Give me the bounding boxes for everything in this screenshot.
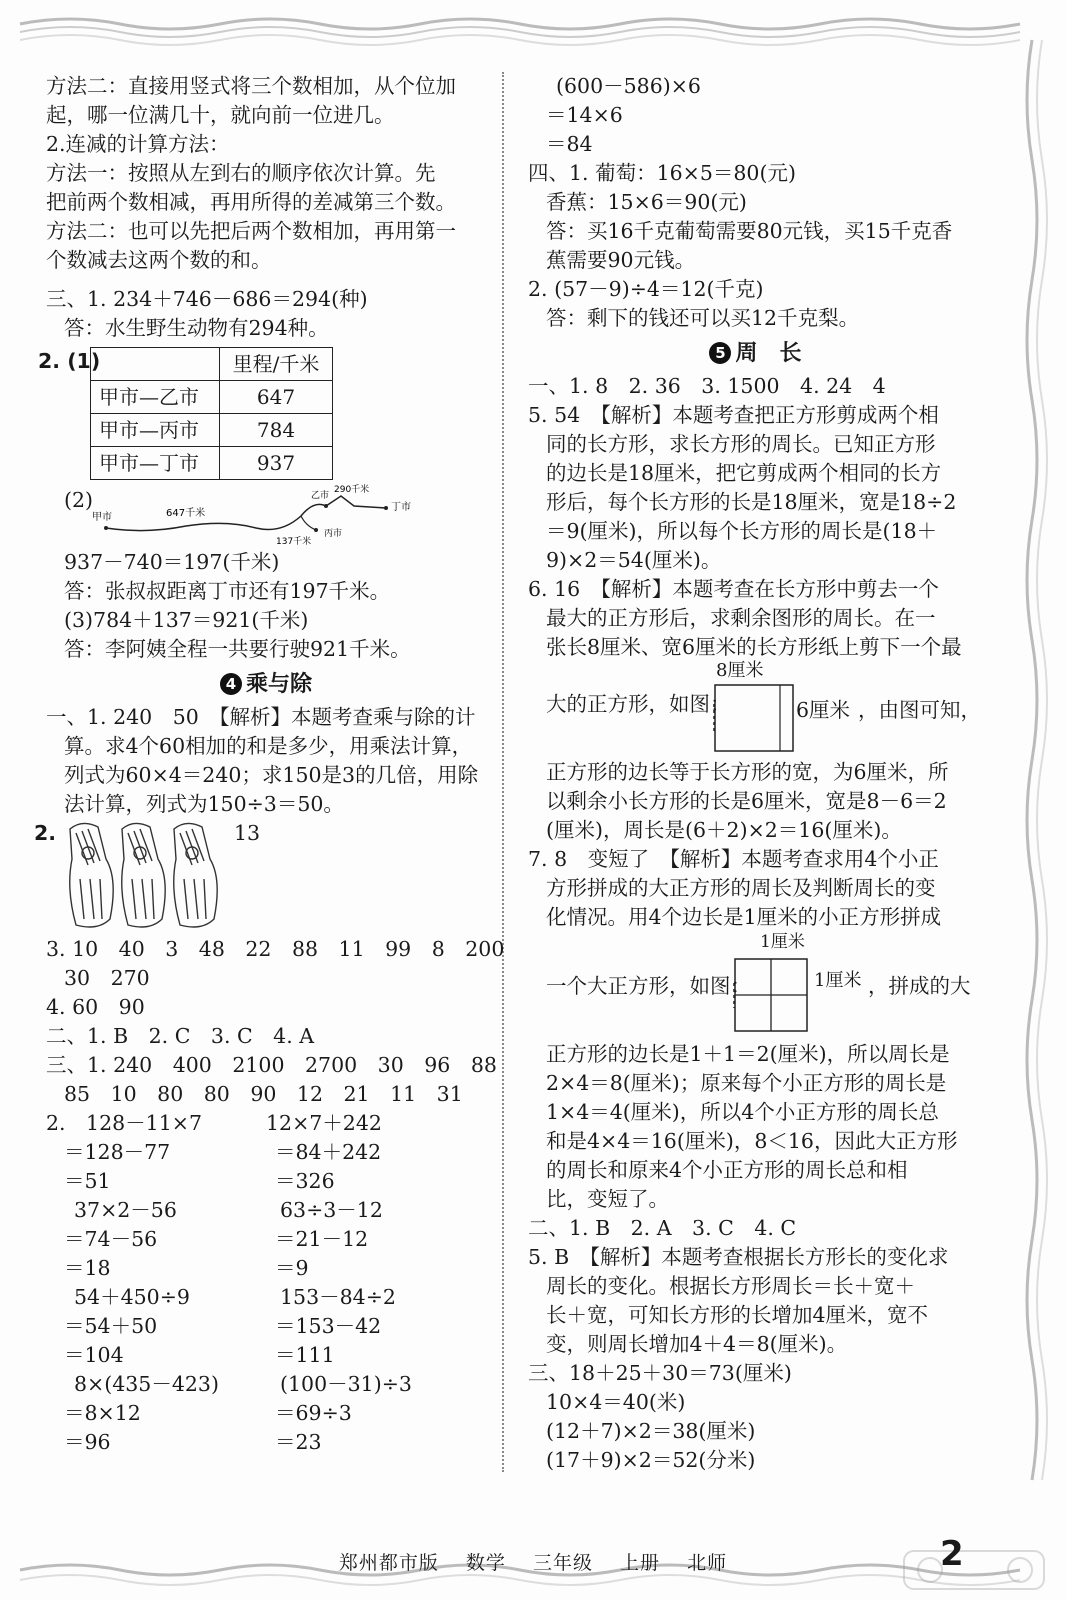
q5-line1: 5. 54 【解析】本题考查把正方形剪成两个相 xyxy=(528,403,939,427)
q1-line1: 一、1. 240 50 【解析】本题考查乘与除的计 xyxy=(46,705,476,729)
calc-row xyxy=(46,1341,486,1370)
section-4-number: 4 xyxy=(220,673,242,695)
method1-line1: 方法一：按照从左到右的顺序依次计算。先 xyxy=(46,161,436,185)
q1-line3: 列式为60×4＝240；求150是3的几倍，用除 xyxy=(64,763,479,787)
calc-cell: ＝51 xyxy=(64,1169,111,1193)
pear-answer: 答：剩下的钱还可以买12千克梨。 xyxy=(546,306,860,330)
q7-line7: 和是4×4＝16(厘米)，8＜16，因此大正方形 xyxy=(546,1129,958,1153)
footer-subject: 数学 xyxy=(465,1552,506,1574)
calc-600-step3: ＝84 xyxy=(546,132,593,156)
q7-line3: 化情况。用4个边长是1厘米的小正方形拼成 xyxy=(546,905,942,929)
q3-line1: 3. 10 40 3 48 22 88 11 99 8 200 xyxy=(46,937,505,961)
rect-width-label: 8厘米 xyxy=(716,660,764,681)
calc-937: 937－740＝197(千米) xyxy=(64,550,280,574)
rectangle-square-figure xyxy=(714,684,794,754)
q6-line4: 正方形的边长等于长方形的宽，为6厘米，所 xyxy=(546,760,949,784)
q7-figure-suffix: ，拼成的大 xyxy=(868,974,971,998)
calc-row xyxy=(46,1283,486,1312)
calc-cell: ＝96 xyxy=(64,1430,111,1454)
answer-uncle: 答：张叔叔距离丁市还有197千米。 xyxy=(64,579,391,603)
bundled-sticks-illustration xyxy=(62,819,232,935)
perimeter-s2-answers: 二、1. B 2. A 3. C 4. C xyxy=(528,1216,797,1240)
q7-line2: 方形拼成的大正方形的周长及判断周长的变 xyxy=(546,876,936,900)
calc-row xyxy=(46,1196,486,1225)
q3-line2: 30 270 xyxy=(64,966,150,990)
calc-cell: ＝111 xyxy=(275,1343,335,1367)
calc-cell: 63÷3－12 xyxy=(280,1198,383,1222)
answer-3-2-part2-label: (2) xyxy=(64,488,94,512)
method2-line1: 方法二：直接用竖式将三个数相加，从个位加 xyxy=(46,74,456,98)
grapes-calc: 四、1. 葡萄：16×5＝80(元) xyxy=(528,161,796,185)
q7-line6: 1×4＝4(厘米)，所以4个小正方形的周长总 xyxy=(546,1100,939,1124)
q5b-line4: 变，则周长增加4＋4＝8(厘米)。 xyxy=(546,1332,848,1356)
calc-cell: 54＋450÷9 xyxy=(74,1285,190,1309)
calc-row xyxy=(46,1138,486,1167)
calc-cell: ＝54＋50 xyxy=(64,1314,158,1338)
q7-line5: 2×4＝8(厘米)；原来每个小正方形的周长是 xyxy=(546,1071,947,1095)
calc-784: (3)784＋137＝921(千米) xyxy=(64,608,309,632)
fruit-answer-line2: 蕉需要90元钱。 xyxy=(546,248,696,272)
banana-calc: 香蕉：15×6＝90(元) xyxy=(546,190,747,214)
calc-cell: 37×2－56 xyxy=(74,1198,177,1222)
q6-line6: (厘米)，周长是(6＋2)×2＝16(厘米)。 xyxy=(546,818,902,842)
four-squares-figure xyxy=(734,958,810,1034)
left-column xyxy=(34,72,505,1457)
calc-cell: 8×(435－423) xyxy=(74,1372,219,1396)
footer-grade: 三年级 xyxy=(532,1552,593,1574)
q6-line1: 6. 16 【解析】本题考查在长方形中剪去一个 xyxy=(528,577,939,601)
footer-volume: 上册 xyxy=(620,1552,661,1574)
calc-row xyxy=(46,1312,486,1341)
perimeter-s3-line2: 10×4＝40(米) xyxy=(546,1390,686,1414)
table-row xyxy=(91,447,333,480)
calc-cell: 12×7＋242 xyxy=(266,1111,382,1135)
q5-line6: 9)×2＝54(厘米)。 xyxy=(546,548,722,572)
q5b-line2: 周长的变化。根据长方形周长＝长＋宽＋ xyxy=(546,1274,915,1298)
calc-600: (600－586)×6 xyxy=(556,74,701,98)
route-dist-3: 137千米 xyxy=(276,537,312,547)
route-dist-2: 290千米 xyxy=(334,485,370,495)
calc-cell: ＝153－42 xyxy=(275,1314,382,1338)
q1-line2: 算。求4个60相加的和是多少，用乘法计算， xyxy=(64,734,473,758)
square-side-label: 1厘米 xyxy=(814,970,862,991)
distance-table xyxy=(90,347,333,480)
footer-edition: 郑州都市版 xyxy=(338,1552,439,1574)
calc-cell: ＝74－56 xyxy=(64,1227,158,1251)
rect-height-label: 6厘米 xyxy=(796,698,851,722)
calc-row xyxy=(46,1399,486,1428)
calc-row xyxy=(46,1167,486,1196)
perimeter-s3-line4: (17＋9)×2＝52(分米) xyxy=(546,1448,756,1472)
q5-line3: 的边长是18厘米，把它剪成两个相同的长方 xyxy=(546,461,942,485)
calc-grid xyxy=(46,1109,486,1457)
section-5-title xyxy=(528,339,983,368)
q4-line: 4. 60 90 xyxy=(46,995,145,1019)
top-border-decoration xyxy=(20,10,1020,50)
q6-line2: 最大的正方形后，求剩余图形的周长。在一 xyxy=(546,606,936,630)
calc-cell: 2. 128－11×7 xyxy=(46,1111,202,1135)
answer-3-2-label: 2. (1) xyxy=(38,349,101,373)
q5-line2: 同的长方形，求长方形的周长。已知正方形 xyxy=(546,432,936,456)
calc-row xyxy=(46,1428,486,1457)
method2-line2: 起，哪一位满几十，就向前一位进几。 xyxy=(46,103,395,127)
table-cell-label: 甲市—丙市 xyxy=(91,414,220,447)
calc-cell: ＝8×12 xyxy=(64,1401,141,1425)
right-border-decoration xyxy=(1018,40,1058,1480)
q6-figure-row xyxy=(528,662,983,758)
route-label-a: 甲市 xyxy=(92,512,112,523)
table-header-row xyxy=(91,348,333,381)
q7-line1: 7. 8 变短了 【解析】本题考查求用4个小正 xyxy=(528,847,939,871)
q6-line5: 以剩余小长方形的长是6厘米，宽是8－6＝2 xyxy=(546,789,947,813)
q1-line4: 法计算，列式为150÷3＝50。 xyxy=(64,792,344,816)
calc-cell: ＝23 xyxy=(275,1430,322,1454)
table-cell-label: 甲市—丁市 xyxy=(91,447,220,480)
q6-figure-prefix: 大的正方形，如图： xyxy=(546,692,731,716)
q6-line3: 张长8厘米、宽6厘米的长方形纸上剪下一个最 xyxy=(546,635,962,659)
table-cell-label: 甲市—乙市 xyxy=(91,381,220,414)
table-header-empty xyxy=(91,348,220,381)
q5-line5: ＝9(厘米)，所以每个长方形的周长是(18＋ xyxy=(546,519,938,543)
route-figure xyxy=(46,486,486,548)
q2-label: 2. xyxy=(34,821,57,845)
method1-line2: 把前两个数相减，再用所得的差减第三个数。 xyxy=(46,190,456,214)
perimeter-s3-line3: (12＋7)×2＝38(厘米) xyxy=(546,1419,756,1443)
section3-line2: 85 10 80 80 90 12 21 11 31 xyxy=(64,1082,463,1106)
answer-3-1-calc: 三、1. 234＋746－686＝294(种) xyxy=(46,287,368,311)
calc-cell: ＝128－77 xyxy=(64,1140,171,1164)
method2b-line2: 个数减去这两个数的和。 xyxy=(46,248,272,272)
column-divider xyxy=(502,72,504,1472)
method2b-line1: 方法二：也可以先把后两个数相加，再用第一 xyxy=(46,219,456,243)
section-5-number: 5 xyxy=(709,342,731,364)
q7-line8: 的周长和原来4个小正方形的周长总和相 xyxy=(546,1158,908,1182)
right-column xyxy=(528,72,983,1475)
calc-cell: ＝9 xyxy=(275,1256,309,1280)
route-label-c: 丙市 xyxy=(324,529,343,539)
route-label-d: 丁市 xyxy=(391,502,411,513)
q7-figure-row xyxy=(528,932,983,1040)
pear-calc: 2. (57－9)÷4＝12(千克) xyxy=(528,277,764,301)
table-row xyxy=(91,381,333,414)
table-header-mileage: 里程/千米 xyxy=(220,348,333,381)
table-cell-value: 784 xyxy=(220,414,333,447)
route-map-diagram xyxy=(86,485,411,548)
route-label-b: 乙市 xyxy=(311,491,330,501)
calc-cell: ＝326 xyxy=(275,1169,335,1193)
table-row xyxy=(91,414,333,447)
calc-row xyxy=(46,1370,486,1399)
perimeter-s3-line1: 三、18＋25＋30＝73(厘米) xyxy=(528,1361,792,1385)
page-number: 2 xyxy=(940,1534,964,1574)
answer-aunt: 答：李阿姨全程一共要行驶921千米。 xyxy=(64,637,411,661)
answer-3-1-text: 答：水生野生动物有294种。 xyxy=(64,316,329,340)
q5b-line3: 长＋宽，可知长方形的长增加4厘米，宽不 xyxy=(546,1303,929,1327)
calc-row xyxy=(46,1254,486,1283)
section-4-title-text: 乘与除 xyxy=(245,672,312,697)
q6-figure-suffix: ，由图可知， xyxy=(858,698,981,722)
perimeter-s1-answers: 一、1. 8 2. 36 3. 1500 4. 24 4 xyxy=(528,374,886,398)
q7-figure-prefix: 一个大正方形，如图： xyxy=(546,974,751,998)
calc-cell: ＝84＋242 xyxy=(275,1140,382,1164)
watermark-logo xyxy=(900,1545,1050,1595)
calc-row xyxy=(46,1109,486,1138)
q5b-line1: 5. B 【解析】本题考查根据长方形长的变化求 xyxy=(528,1245,949,1269)
q2-answer: 13 xyxy=(234,821,261,845)
calc-cell: ＝18 xyxy=(64,1256,111,1280)
calc-600-step2: ＝14×6 xyxy=(546,103,623,127)
q7-line4: 正方形的边长是1＋1＝2(厘米)，所以周长是 xyxy=(546,1042,950,1066)
section-4-title xyxy=(46,670,486,699)
fruit-answer-line1: 答：买16千克葡萄需要80元钱，买15千克香 xyxy=(546,219,953,243)
route-dist-1: 647千米 xyxy=(166,508,206,519)
q5-line4: 形后，每个长方形的长是18厘米，宽是18÷2 xyxy=(546,490,957,514)
footer-publisher: 北师 xyxy=(687,1552,728,1574)
calc-cell: ＝69÷3 xyxy=(275,1401,352,1425)
calc-cell: (100－31)÷3 xyxy=(280,1372,412,1396)
subtraction-heading: 2.连减的计算方法： xyxy=(46,132,230,156)
q7-line9: 比，变短了。 xyxy=(546,1187,669,1211)
calc-cell: ＝21－12 xyxy=(275,1227,369,1251)
section-5-title-text: 周 长 xyxy=(735,341,802,366)
section2-answers: 二、1. B 2. C 3. C 4. A xyxy=(46,1024,315,1048)
table-cell-value: 937 xyxy=(220,447,333,480)
q2-figure-row xyxy=(34,819,486,935)
calc-row xyxy=(46,1225,486,1254)
calc-cell: 153－84÷2 xyxy=(280,1285,396,1309)
square-top-label: 1厘米 xyxy=(760,932,805,952)
calc-cell: ＝104 xyxy=(64,1343,124,1367)
table-cell-value: 647 xyxy=(220,381,333,414)
section3-line1: 三、1. 240 400 2100 2700 30 96 88 xyxy=(46,1053,497,1077)
